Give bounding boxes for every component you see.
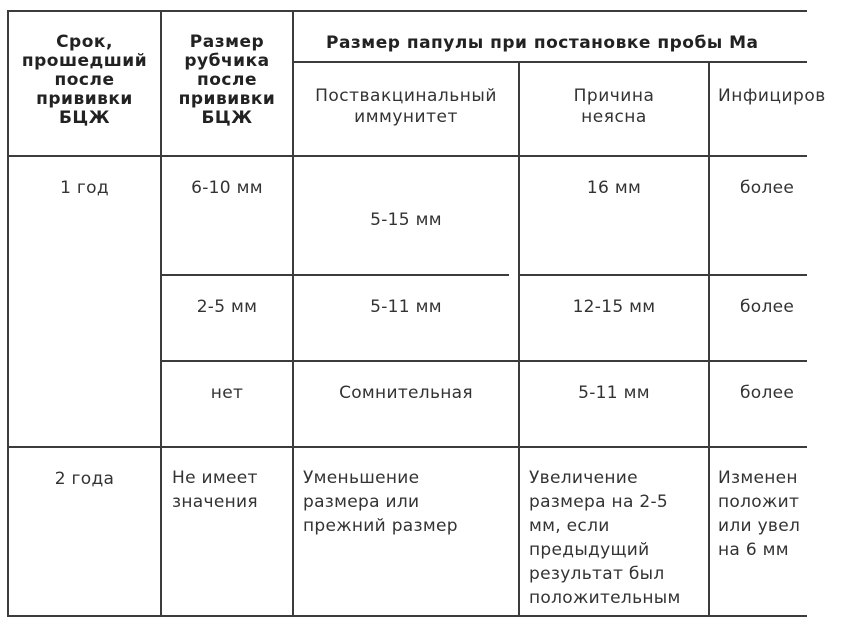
- grid-line: [160, 274, 509, 276]
- subheader-infected: Инфициров: [718, 86, 826, 106]
- grid-line: [518, 62, 520, 616]
- header-term: Срок, прошедший после прививки БЦЖ: [21, 32, 148, 128]
- grid-line: [7, 615, 807, 617]
- cell-postvac: Сомнительная: [339, 383, 473, 403]
- cell-infected: более: [740, 178, 795, 198]
- subheader-unclear: Причина неясна: [573, 86, 655, 127]
- header-scar: Размер рубчика после прививки БЦЖ: [178, 32, 276, 128]
- cell-postvac: 5-15 мм: [370, 210, 442, 230]
- cell-infected: более: [740, 383, 795, 403]
- header-papule-size: Размер папулы при постановке пробы Ма: [326, 33, 759, 53]
- cell-scar: 2-5 мм: [196, 297, 258, 317]
- cell-unclear: 16 мм: [586, 178, 642, 198]
- cell-scar-2years: Не имеет значения: [172, 468, 258, 512]
- cell-postvac: 5-11 мм: [370, 297, 442, 317]
- cell-unclear-2years: Увеличение размера на 2-5 мм, если предыдущий результат был положительным: [529, 468, 681, 608]
- grid-line: [7, 446, 807, 448]
- cell-term-1year: 1 год: [60, 178, 109, 198]
- grid-line: [160, 360, 807, 362]
- grid-line: [708, 62, 710, 616]
- grid-line: [7, 155, 807, 157]
- subheader-postvac: Поствакцинальный иммунитет: [315, 86, 497, 127]
- cell-scar: 6-10 мм: [191, 178, 263, 198]
- grid-line: [292, 61, 807, 63]
- cell-unclear: 12-15 мм: [572, 297, 656, 317]
- grid-line: [7, 10, 807, 12]
- cell-term-2years: 2 года: [54, 469, 115, 489]
- grid-line: [519, 274, 807, 276]
- cell-scar: нет: [210, 383, 244, 403]
- cell-postvac-2years: Уменьшение размера или прежний размер: [303, 468, 458, 536]
- cell-infected: более: [740, 297, 795, 317]
- cell-unclear: 5-11 мм: [578, 383, 650, 403]
- cell-infected-2years: Изменен положит или увел на 6 мм: [718, 468, 801, 560]
